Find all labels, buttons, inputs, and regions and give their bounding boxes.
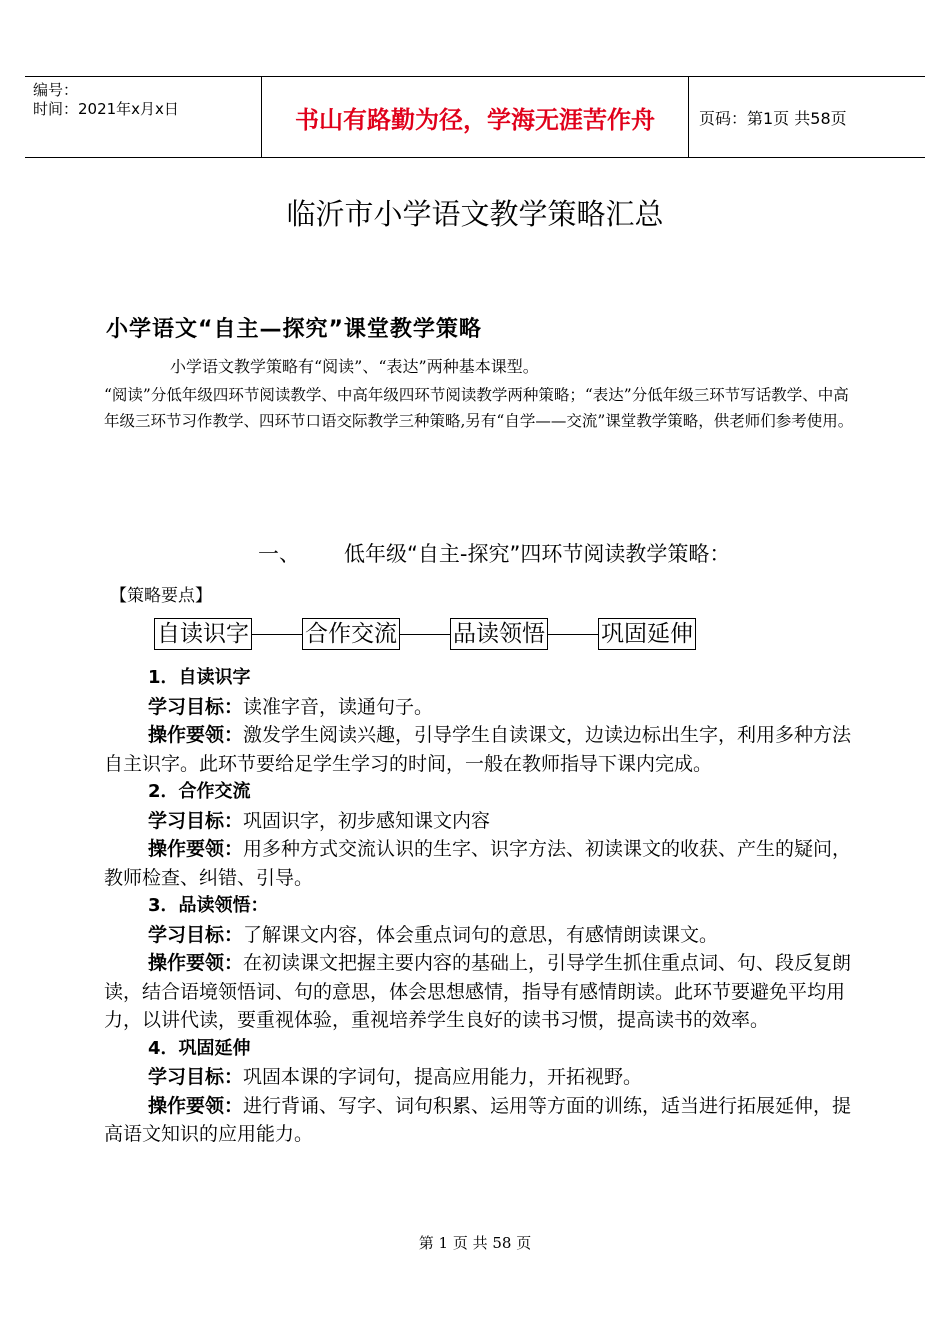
- section-heading: [258, 538, 730, 568]
- step-goal: [104, 1063, 864, 1092]
- document-title: 临沂市小学语文教学策略汇总: [286, 197, 664, 231]
- strategy-flow: [154, 618, 696, 650]
- step-method: [104, 721, 864, 778]
- intro-line: 小学语文教学策略有“阅读”、“表达”两种基本课型。: [170, 357, 539, 376]
- flow-step: 巩固延伸: [598, 618, 696, 650]
- step-method: [104, 1092, 864, 1149]
- section-subtitle: 小学语文“自主—探究”课堂教学策略: [106, 317, 482, 342]
- flow-step: 自读识字: [154, 618, 252, 650]
- method-label: 操作要领：: [148, 724, 244, 746]
- flow-step: 品读领悟: [450, 618, 548, 650]
- intro-paragraph: “阅读”分低年级四环节阅读教学、中高年级四环节阅读教学两种策略；“表达”分低年级三环节写话教学、中高年级三环节习作教学、四环节口语交际教学三种策略,另有“自学——交流”课堂教学策略，供老师们参考使用。: [104, 386, 854, 430]
- method-label: 操作要领：: [148, 838, 244, 860]
- goal-text: 了解课文内容，体会重点词句的意思，有感情朗读课文。: [243, 923, 719, 946]
- method-label: 操作要领：: [148, 1094, 244, 1117]
- number-label: 编号：: [33, 81, 79, 99]
- step-goal: [104, 807, 864, 836]
- step-method: [104, 949, 864, 1035]
- header-table: [25, 76, 925, 158]
- flow-connector: [252, 634, 302, 635]
- goal-text: 巩固识字，初步感知课文内容: [243, 809, 491, 832]
- step-heading: 1．自读识字: [148, 667, 251, 688]
- step-method: [104, 835, 864, 892]
- method-text: 用多种方式交流认识的生字、识字方法、初读课文的收获、产生的疑问，教师检查、纠错、引导。: [104, 838, 852, 889]
- page-footer: 第 1 页 共 58 页: [418, 1234, 532, 1252]
- step-heading: 3．品读领悟：: [148, 895, 269, 916]
- time-label: 时间：2021年x月x日: [33, 100, 179, 118]
- steps-body: [104, 664, 864, 1149]
- method-text: 激发学生阅读兴趣，引导学生自读课文，边读边标出生字，利用多种方法自主识字。此环节要给足学生学习的时间，一般在教师指导下课内完成。: [104, 724, 852, 775]
- flow-connector: [400, 634, 450, 635]
- method-label: 操作要领：: [148, 952, 244, 974]
- step-goal: [104, 921, 864, 950]
- header-page-info: 页码：第1页 共58页: [699, 108, 847, 128]
- goal-text: 读准字音，读通句子。: [243, 695, 434, 718]
- goal-label: 学习目标：: [148, 809, 244, 832]
- header-meta: [25, 77, 262, 157]
- flow-step: 合作交流: [302, 618, 400, 650]
- section-heading-text: 低年级“自主-探究”四环节阅读教学策略：: [344, 542, 731, 566]
- method-text: 在初读课文把握主要内容的基础上，引导学生抓住重点词、句、段反复朗读，结合语境领悟词、句的意思，体会思想感情，指导有感情朗读。此环节要避免平均用力，以讲代读，要重视体验，重视培养学生良好的读书习惯，提高读书的效率。: [104, 952, 852, 1031]
- goal-text: 巩固本课的字词句，提高应用能力，开拓视野。: [243, 1066, 643, 1088]
- goal-label: 学习目标：: [148, 1066, 244, 1088]
- flow-connector: [548, 634, 598, 635]
- step-goal: [104, 693, 864, 722]
- method-text: 进行背诵、写字、词句积累、运用等方面的训练，适当进行拓展延伸，提高语文知识的应用能力。: [104, 1094, 852, 1145]
- goal-label: 学习目标：: [148, 695, 244, 718]
- strategy-label: 【策略要点】: [110, 586, 212, 606]
- header-motto: 书山有路勤为径，学海无涯苦作舟: [262, 77, 689, 157]
- step-heading: 4．巩固延伸: [148, 1037, 251, 1059]
- step-heading: 2．合作交流: [148, 781, 251, 802]
- section-number: 一、: [258, 542, 300, 566]
- goal-label: 学习目标：: [148, 923, 244, 946]
